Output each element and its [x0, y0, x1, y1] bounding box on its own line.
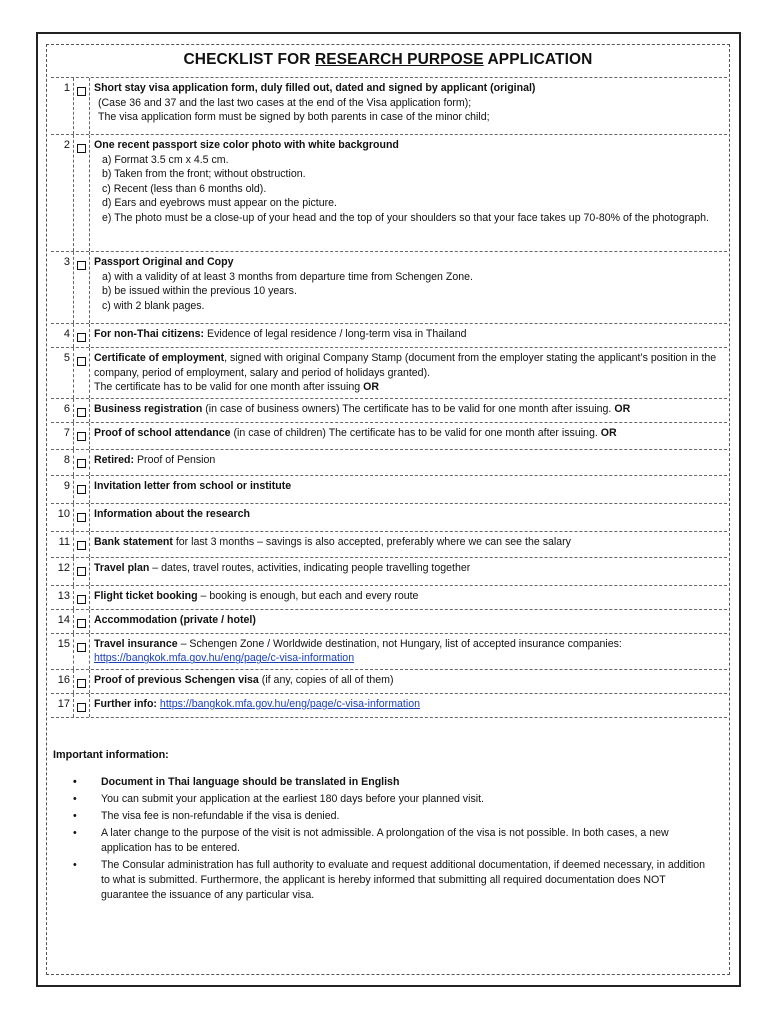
checklist-row [51, 610, 727, 634]
checkbox-square-icon [77, 541, 86, 550]
item-text: – dates, travel routes, activities, indicating people travelling together [149, 561, 471, 574]
sub-item: a) Format 3.5 cm x 4.5 cm. [102, 153, 229, 166]
item-number: 7 [51, 423, 74, 449]
item-title: Accommodation (private / hotel) [94, 613, 256, 626]
checkbox[interactable] [74, 78, 90, 134]
checklist-row [51, 78, 727, 135]
sub-list [94, 153, 723, 226]
sub-item: e) The photo must be a close-up of your head and the top of your shoulders so that your face takes up 70-80% of the photograph. [102, 211, 709, 224]
item-text: , signed with original Company Stamp (document from the employer stating the applicant’s position in the company, period of employment, salary and period of holidays granted). [94, 352, 717, 379]
item-text: Evidence of legal residence / long-term visa in Thailand [204, 328, 467, 340]
item-title: Business registration [94, 402, 203, 415]
checkbox[interactable] [74, 252, 90, 323]
checkbox-square-icon [77, 333, 86, 342]
item-number: 15 [51, 634, 74, 669]
item-text: – Schengen Zone / Worldwide destination, not Hungary, list of accepted insurance companies: [177, 637, 622, 650]
checkbox[interactable] [74, 558, 90, 585]
item-title: Travel insurance [94, 637, 178, 650]
item-number: 8 [51, 450, 74, 475]
checkbox-square-icon [77, 87, 86, 96]
checkbox[interactable] [74, 135, 90, 251]
important-bullet: • Document in Thai language should be translated in English [67, 775, 707, 790]
item-line: The visa application form must be signed by both parents in case of the minor child; [98, 111, 490, 124]
checkbox[interactable] [74, 324, 90, 347]
item-content [90, 348, 727, 398]
item-title: Proof of previous Schengen visa [94, 673, 259, 686]
sub-list [94, 270, 723, 314]
important-bullet: • A later change to the purpose of the visit is not admissible. A prolongation of the visa is not possible. In both cases, a new application has to be entered. [67, 826, 707, 856]
checkbox[interactable] [74, 670, 90, 693]
checkbox-square-icon [77, 567, 86, 576]
checklist-row [51, 634, 727, 670]
checklist-row [51, 558, 727, 586]
title-suffix: APPLICATION [483, 51, 593, 68]
checkbox-square-icon [77, 595, 86, 604]
item-text: (in case of children) The certificate has to be valid for one month after issuing. [230, 426, 601, 439]
insurance-link[interactable]: https://bangkok.mfa.gov.hu/eng/page/c-visa-information [94, 652, 355, 665]
checkbox-square-icon [77, 357, 86, 366]
checkbox[interactable] [74, 504, 90, 531]
checkbox[interactable] [74, 532, 90, 557]
item-content [90, 324, 727, 347]
item-number: 16 [51, 670, 74, 693]
item-content [90, 252, 727, 323]
item-number: 17 [51, 694, 74, 717]
checkbox[interactable] [74, 694, 90, 717]
item-content [90, 399, 727, 422]
item-text: for last 3 months – savings is also accepted, preferably where we can see the salary [172, 535, 571, 548]
item-title: Short stay visa application form, duly filled out, dated and signed by applicant (original) [94, 82, 536, 94]
checklist-row [51, 252, 727, 324]
item-title: Invitation letter from school or institute [94, 479, 292, 492]
item-line: (Case 36 and 37 and the last two cases at the end of the Visa application form); [98, 96, 472, 109]
item-content [90, 558, 727, 585]
checkbox[interactable] [74, 476, 90, 503]
checklist-row [51, 694, 727, 718]
item-content [90, 586, 727, 609]
item-title: Travel plan [94, 561, 150, 574]
item-number: 13 [51, 586, 74, 609]
item-title: Passport Original and Copy [94, 256, 234, 268]
item-or: OR [614, 402, 631, 415]
item-number: 9 [51, 476, 74, 503]
checkbox-square-icon [77, 144, 86, 153]
important-bullet: • The Consular administration has full authority to evaluate and request additional documentation, if deemed necessary, in addition to what is submitted. Furthermore, the applicant is hereby informed that submitting all required documentation does NOT guarantee the issuance of any particular visa. [67, 858, 707, 903]
item-title: Further info: [94, 697, 157, 710]
item-line: The certificate has to be valid for one month after issuing OR [94, 381, 379, 394]
checkbox-square-icon [77, 513, 86, 522]
sub-item: b) be issued within the previous 10 years. [102, 285, 297, 298]
item-text: – booking is enough, but each and every route [197, 589, 419, 602]
item-number: 14 [51, 610, 74, 633]
checkbox[interactable] [74, 399, 90, 422]
checkbox-square-icon [77, 408, 86, 417]
sub-item: b) Taken from the front; without obstruction. [102, 168, 306, 181]
important-list [67, 775, 707, 905]
checkbox-square-icon [77, 643, 86, 652]
checkbox[interactable] [74, 348, 90, 398]
important-bullet: • You can submit your application at the earliest 180 days before your planned visit. [67, 792, 707, 807]
checklist-row [51, 399, 727, 423]
checklist-row [51, 348, 727, 399]
item-text: (in case of business owners) The certificate has to be valid for one month after issuing. [202, 402, 615, 415]
item-content [90, 634, 727, 669]
item-or: OR [600, 426, 617, 439]
item-content [90, 135, 727, 251]
item-content [90, 610, 727, 633]
title-underlined: RESEARCH PURPOSE [314, 51, 484, 68]
sub-item: c) with 2 blank pages. [102, 299, 205, 312]
checklist-row [51, 670, 727, 694]
checkbox-square-icon [77, 619, 86, 628]
item-content [90, 78, 727, 134]
checklist-row [51, 450, 727, 476]
item-content [90, 532, 727, 557]
item-title: One recent passport size color photo with white background [94, 139, 399, 151]
item-text: (if any, copies of all of them) [258, 673, 394, 686]
item-number: 3 [51, 252, 74, 323]
important-heading: Important information: [53, 749, 169, 761]
item-title: For non-Thai citizens: [94, 328, 205, 340]
item-content [90, 450, 727, 475]
checklist-row [51, 504, 727, 532]
item-title: Information about the research [94, 507, 250, 520]
item-text: Proof of Pension [134, 453, 216, 466]
sub-item: d) Ears and eyebrows must appear on the picture. [102, 197, 337, 210]
checkbox-square-icon [77, 679, 86, 688]
item-content [90, 694, 727, 717]
checklist-row [51, 423, 727, 450]
checkbox-square-icon [77, 703, 86, 712]
page-title [47, 51, 729, 69]
checkbox[interactable] [74, 423, 90, 449]
checklist-row [51, 586, 727, 610]
item-number: 2 [51, 135, 74, 251]
item-content [90, 423, 727, 449]
item-content [90, 476, 727, 503]
checklist-row [51, 476, 727, 504]
further-info-link[interactable]: https://bangkok.mfa.gov.hu/eng/page/c-visa-information [159, 697, 421, 710]
checklist-table [51, 77, 727, 718]
checkbox[interactable] [74, 586, 90, 609]
item-content [90, 504, 727, 531]
checklist-row [51, 324, 727, 348]
sub-item: a) with a validity of at least 3 months from departure time from Schengen Zone. [102, 270, 473, 283]
sub-item: c) Recent (less than 6 months old). [102, 182, 267, 195]
item-number: 11 [51, 532, 74, 557]
checklist-row [51, 532, 727, 558]
item-number: 4 [51, 324, 74, 347]
checkbox-square-icon [77, 459, 86, 468]
checkbox-square-icon [77, 261, 86, 270]
checkbox[interactable] [74, 634, 90, 669]
item-title: Proof of school attendance [94, 426, 231, 439]
checkbox[interactable] [74, 450, 90, 475]
checkbox-square-icon [77, 432, 86, 441]
item-number: 10 [51, 504, 74, 531]
item-title: Retired: [94, 453, 135, 466]
item-title: Flight ticket booking [94, 589, 198, 602]
checkbox-square-icon [77, 485, 86, 494]
item-title: Bank statement [94, 535, 173, 548]
item-number: 1 [51, 78, 74, 134]
item-number: 5 [51, 348, 74, 398]
item-title: Certificate of employment [94, 352, 225, 364]
item-number: 6 [51, 399, 74, 422]
item-content [90, 670, 727, 693]
item-number: 12 [51, 558, 74, 585]
title-prefix: CHECKLIST FOR [183, 51, 315, 68]
important-bullet: • The visa fee is non-refundable if the visa is denied. [67, 809, 707, 824]
checkbox[interactable] [74, 610, 90, 633]
checklist-row [51, 135, 727, 252]
document-frame [46, 44, 730, 975]
